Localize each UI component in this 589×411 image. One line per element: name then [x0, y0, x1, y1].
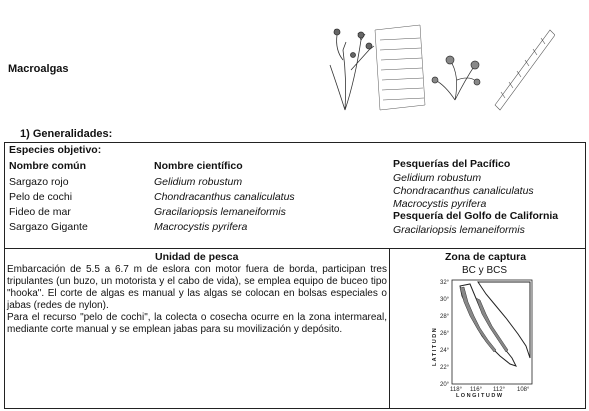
y-tick: 20°: [440, 382, 450, 388]
chondracanthus-drawing: [375, 25, 425, 110]
pacific-species: Chondracanthus canaliculatus: [393, 185, 534, 197]
x-tick: 112°: [493, 387, 505, 393]
gulf-header: Pesquería del Golfo de California: [393, 210, 559, 222]
unit-paragraph-2: Para el recurso "pelo de cochi", la colecta o cosecha ocurre en la zona intermareal, mediante corte manual y se emplean jabas para su movilización y depósito.: [7, 312, 387, 335]
y-tick: 26°: [440, 331, 450, 337]
common-name: Sargazo rojo: [9, 176, 69, 188]
zone-title: Zona de captura: [445, 251, 527, 263]
y-tick: 28°: [440, 314, 450, 320]
common-name-header: Nombre común: [9, 160, 87, 172]
x-tick: 116°: [470, 387, 482, 393]
y-tick: 24°: [440, 348, 450, 354]
scientific-name: Chondracanthus canaliculatus: [154, 191, 295, 203]
scientific-name: Gelidium robustum: [154, 176, 243, 188]
scientific-name: Gracilariopsis lemaneiformis: [154, 206, 286, 218]
x-tick: 108°: [517, 387, 530, 393]
scientific-name: Macrocystis pyrifera: [154, 221, 248, 233]
column-divider: [389, 249, 390, 408]
section-heading: 1) Generalidades:: [20, 128, 113, 140]
common-name: Pelo de cochi: [9, 191, 73, 203]
x-axis-label: L O N G I T U D W: [456, 393, 503, 398]
unit-paragraph-1: Embarcación de 5.5 a 6.7 m de eslora con motor fuera de borda, participan tres tripulantes (un buzo, un motorista y el cabo de vida), se emplea equipo de buceo tipo "hooka". El corte de algas es manual y las algas se colocan en bolsas especiales o jabas (redes de nylon).: [7, 264, 387, 311]
macrocystis-drawing: [495, 30, 555, 110]
x-tick: 118°: [450, 387, 462, 393]
pacific-species: Macrocystis pyrifera: [393, 198, 487, 210]
y-tick: 32°: [440, 280, 450, 286]
gulf-species: Gracilariopsis lemaneiformis: [393, 224, 525, 236]
species-header: Especies objetivo:: [9, 144, 102, 156]
common-name: Fideo de mar: [9, 206, 71, 218]
y-axis-label: L A T I T U D N: [432, 328, 438, 366]
unit-title: Unidad de pesca: [155, 251, 239, 263]
page-title: Macroalgas: [8, 63, 69, 75]
gracilariopsis-drawing: [432, 56, 480, 100]
pacific-species: Gelidium robustum: [393, 172, 482, 184]
scientific-name-header: Nombre científico: [154, 160, 243, 172]
algae-illustrations: [325, 20, 555, 115]
pacific-header: Pesquerías del Pacífico: [393, 158, 511, 170]
zone-subtitle: BC y BCS: [462, 265, 508, 276]
gelidium-drawing: [330, 29, 374, 110]
capture-zone-map: [430, 278, 540, 398]
unit-description: [7, 264, 387, 336]
y-tick: 22°: [440, 365, 450, 371]
y-tick: 30°: [440, 297, 450, 303]
common-name: Sargazo Gigante: [9, 221, 88, 233]
species-table: [4, 142, 586, 249]
